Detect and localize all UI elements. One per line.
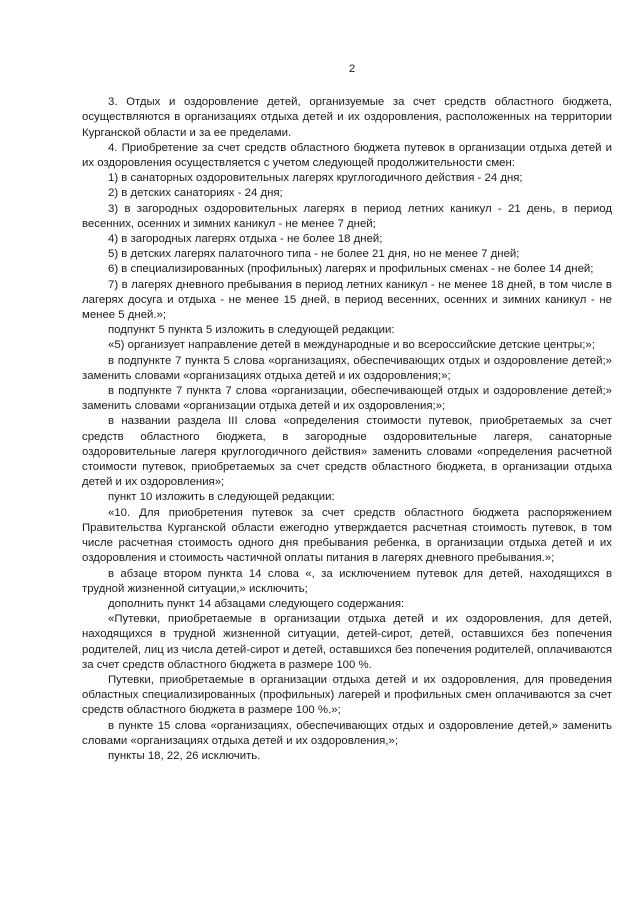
- paragraph: «Путевки, приобретаемые в организации отдыха детей и их оздоровления, для детей, находящихся в трудной жизненной ситуации, детей-сирот, детей, оставшихся без попечения родителей, лиц из числа детей-сирот и детей, оставшихся без попечения родителей, оплачиваются за счет средств областного бюджета в размере 100 %.: [82, 613, 612, 671]
- paragraph: пункт 10 изложить в следующей редакции:: [108, 491, 335, 504]
- paragraph: подпункт 5 пункта 5 изложить в следующей редакции:: [108, 324, 395, 337]
- list-item: 3) в загородных оздоровительных лагерях в период летних каникул - 21 день, в период весенних, осенних и зимних каникул - не менее 7 дней;: [82, 202, 612, 230]
- paragraph: «5) организует направление детей в международные и во всероссийские детские центры;»;: [108, 339, 595, 352]
- paragraph: в подпункте 7 пункта 5 слова «организациях, обеспечивающих отдых и оздоровление детей;» заменить словами «организациях отдыха детей и их оздоровления;»;: [82, 354, 612, 382]
- paragraph: Путевки, приобретаемые в организации отдыха детей и их оздоровления, для проведения областных специализированных (профильных) лагерей и профильных смен оплачиваются за счет средств областного бюджета в размере 100 %.»;: [82, 673, 612, 717]
- paragraph: пункты 18, 22, 26 исключить.: [108, 749, 261, 762]
- paragraph: в подпункте 7 пункта 7 слова «организации, обеспечивающей отдых и оздоровление детей;» заменить словами «организации отдыха детей и их оздоровления;»;: [82, 385, 612, 413]
- document-page: [82, 62, 612, 764]
- list-item: 6) в специализированных (профильных) лагерях и профильных сменах - не более 14 дней;: [108, 263, 594, 276]
- list-item: 2) в детских санаториях - 24 дня;: [108, 187, 283, 200]
- paragraph: 4. Приобретение за счет средств областного бюджета путевок в организации отдыха детей и их оздоровления осуществляется с учетом следующей продолжительности смен:: [82, 141, 612, 170]
- paragraph: в абзаце втором пункта 14 слова «, за исключением путевок для детей, находящихся в трудной жизненной ситуации,» исключить;: [82, 567, 612, 595]
- paragraph: в названии раздела III слова «определения стоимости путевок, приобретаемых за счет средств областного бюджета, в загородные оздоровительные лагеря, санаторные оздоровительные лагеря круглогодичного действия» заменить словами «определения расчетной стоимости путевок, приобретаемых за счет средств областного бюджета, в организации отдыха детей и их оздоровления»;: [82, 415, 612, 489]
- paragraph: дополнить пункт 14 абзацами следующего содержания:: [108, 597, 405, 610]
- paragraph: «10. Для приобретения путевок за счет средств областного бюджета распоряжением Правительства Курганской области ежегодно утверждается расчетная стоимость путевок, в том числе расчетная стоимость одного дня пребывания ребенка, в организации отдыха детей и их оздоровления и стоимость частичной оплаты питания в лагерях дневного пребывания.»;: [82, 506, 612, 565]
- document-body: [82, 95, 612, 764]
- list-item: 1) в санаторных оздоровительных лагерях круглогодичного действия - 24 дня;: [108, 172, 523, 185]
- list-item: 5) в детских лагерях палаточного типа - не более 21 дня, но не менее 7 дней;: [108, 248, 520, 261]
- list-item: 7) в лагерях дневного пребывания в период летних каникул - не менее 18 дней, в том числе в лагерях досуга и отдыха - не менее 15 дней, в период весенних, осенних и зимних каникул - не менее 5 дней.»;: [82, 278, 612, 322]
- paragraph: в пункте 15 слова «организациях, обеспечивающих отдых и оздоровление детей,» заменить словами «организациях отдыха детей и их оздоровления,»;: [82, 719, 612, 747]
- paragraph: 3. Отдых и оздоровление детей, организуемые за счет средств областного бюджета, осуществляются в организациях отдыха детей и их оздоровления, расположенных на территории Курганской области и за ее пределами.: [82, 96, 612, 139]
- page-number: 2: [348, 63, 356, 75]
- list-item: 4) в загородных лагерях отдыха - не более 18 дней;: [108, 233, 383, 246]
